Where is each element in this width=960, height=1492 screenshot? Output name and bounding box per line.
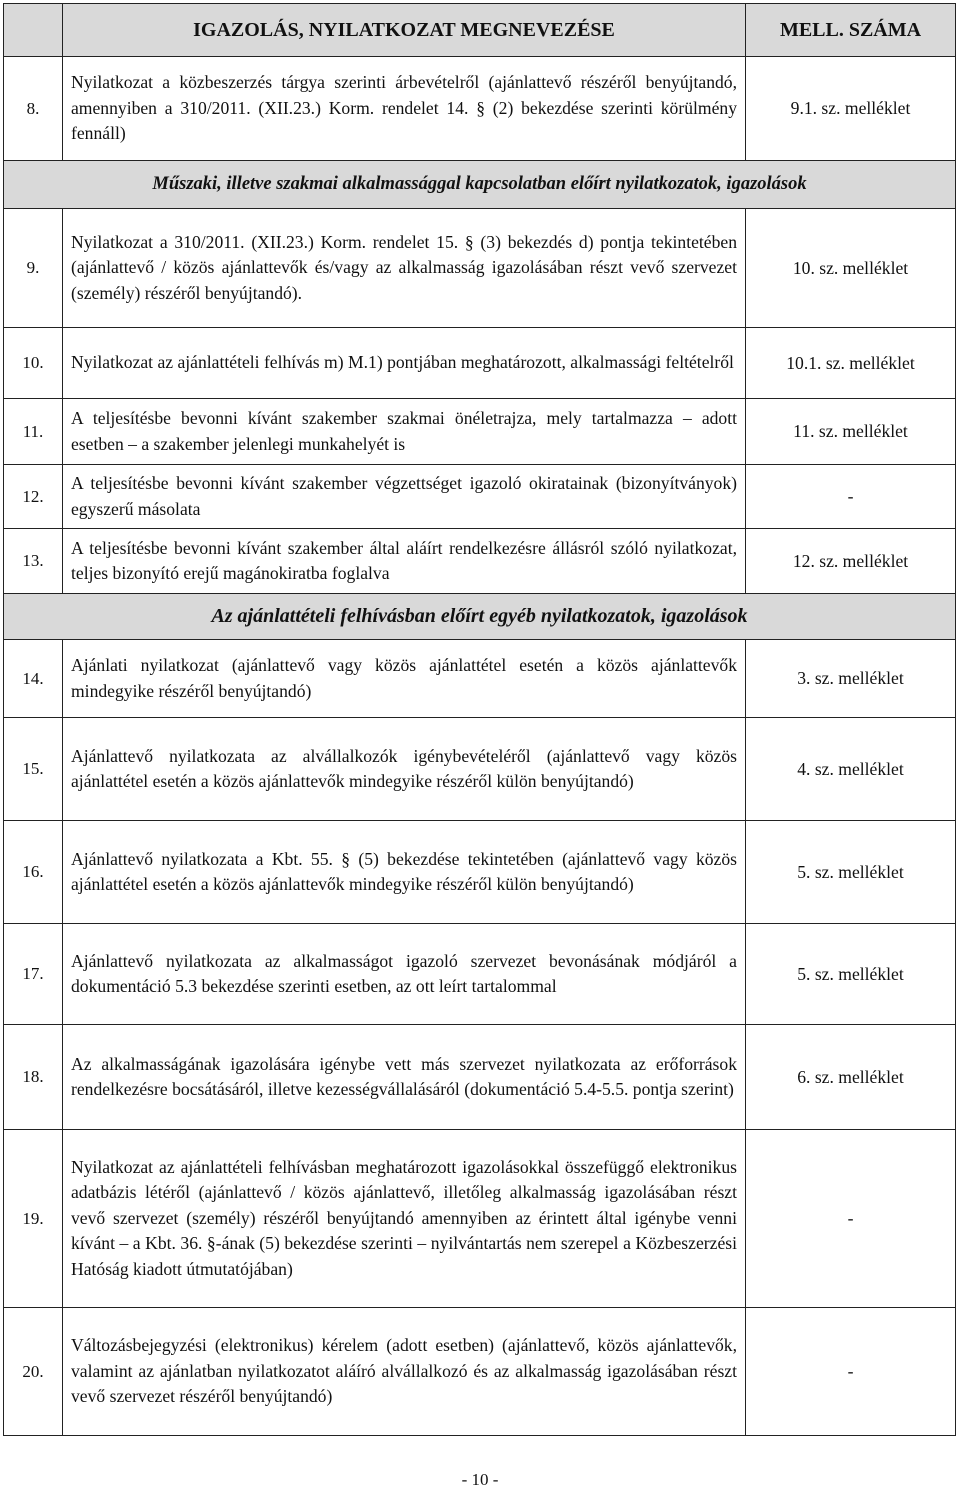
table-row: [4, 209, 956, 328]
table-row: [4, 1025, 956, 1130]
table-row: [4, 529, 956, 594]
row-reference: 5. sz. melléklet: [746, 924, 956, 1025]
row-reference: 6. sz. melléklet: [746, 1025, 956, 1130]
document-table: [3, 3, 956, 1436]
row-description: Ajánlattevő nyilatkozata az alkalmasságot igazoló szervezet bevonásának módjáról a dokumentáció 5.3 bekezdése szerinti esetben, az ott leírt tartalommal: [63, 924, 746, 1025]
row-number: 14.: [4, 640, 63, 718]
row-number: 8.: [4, 57, 63, 161]
row-reference: 10.1. sz. melléklet: [746, 328, 956, 399]
row-description: A teljesítésbe bevonni kívánt szakember által aláírt rendelkezésre állásról szóló nyilatkozat, teljes bizonyító erejű magánokiratba foglalva: [63, 529, 746, 594]
row-description: Az alkalmasságának igazolására igénybe vett más szervezet nyilatkozata az erőforrások rendelkezésre bocsátásáról, illetve kezességvállalásáról (dokumentáció 5.4-5.5. pontja szerint): [63, 1025, 746, 1130]
row-description: Ajánlati nyilatkozat (ajánlattevő vagy közös ajánlattétel esetén a közös ajánlattevők mindegyike részéről benyújtandó): [63, 640, 746, 718]
row-number: 18.: [4, 1025, 63, 1130]
table-row: [4, 640, 956, 718]
row-reference: -: [746, 1308, 956, 1436]
row-reference: 5. sz. melléklet: [746, 821, 956, 924]
row-description: Ajánlattevő nyilatkozata a Kbt. 55. § (5) bekezdése tekintetében (ajánlattevő vagy közös ajánlattétel esetén a közös ajánlattevők mindegyike részéről külön benyújtandó): [63, 821, 746, 924]
table-row: [4, 465, 956, 529]
section-heading-row: [4, 594, 956, 640]
row-reference: 3. sz. melléklet: [746, 640, 956, 718]
row-reference: 10. sz. melléklet: [746, 209, 956, 328]
row-description: Nyilatkozat a közbeszerzés tárgya szerinti árbevételről (ajánlattevő részéről benyújtandó, amennyiben a 310/2011. (XII.23.) Korm. rendelet 14. § (2) bekezdése szerinti körülmény fennáll): [63, 57, 746, 161]
table-row: [4, 328, 956, 399]
table-row: [4, 1130, 956, 1308]
row-description: Változásbejegyzési (elektronikus) kérelem (adott esetben) (ajánlattevő, közös ajánlattevők, valamint az ajánlatban nyilatkozatot aláíró alvállalkozó és az alkalmasság igazolásában részt vevő szervezet részéről benyújtandó): [63, 1308, 746, 1436]
row-number: 16.: [4, 821, 63, 924]
table-row: [4, 718, 956, 821]
row-description: Nyilatkozat a 310/2011. (XII.23.) Korm. rendelet 15. § (3) bekezdés d) pontja tekintetében (ajánlattevő / közös ajánlattevők és/vagy az alkalmasság igazolásában részt vevő szervezet (személy) részéről benyújtandó).: [63, 209, 746, 328]
header-title: IGAZOLÁS, NYILATKOZAT MEGNEVEZÉSE: [63, 4, 746, 57]
row-number: 10.: [4, 328, 63, 399]
section-heading-row: [4, 161, 956, 209]
header-ref: MELL. SZÁMA: [746, 4, 956, 57]
row-description: A teljesítésbe bevonni kívánt szakember szakmai önéletrajza, mely tartalmazza – adott esetben – a szakember jelenlegi munkahelyét is: [63, 399, 746, 465]
table-row: [4, 57, 956, 161]
row-reference: 11. sz. melléklet: [746, 399, 956, 465]
row-description: Nyilatkozat az ajánlattételi felhívás m) M.1) pontjában meghatározott, alkalmassági feltételről: [63, 328, 746, 399]
row-reference: 9.1. sz. melléklet: [746, 57, 956, 161]
table-row: [4, 924, 956, 1025]
row-number: 17.: [4, 924, 63, 1025]
row-description: Ajánlattevő nyilatkozata az alvállalkozók igénybevételéről (ajánlattevő vagy közös ajánlattétel esetén a közös ajánlattevők mindegyike részéről külön benyújtandó): [63, 718, 746, 821]
row-reference: -: [746, 1130, 956, 1308]
row-number: 20.: [4, 1308, 63, 1436]
row-number: 11.: [4, 399, 63, 465]
row-number: 9.: [4, 209, 63, 328]
row-description: Nyilatkozat az ajánlattételi felhívásban meghatározott igazolásokkal összefüggő elektronikus adatbázis létéről (ajánlattevő / közös ajánlattevő, illetőleg alkalmasság igazolásában részt vevő szervezet (személy) részéről benyújtandó amennyiben az érintett által igénybe venni kívánt – a Kbt. 36. §-ának (5) bekezdése szerinti – nyilvántartás nem szerepel a Közbeszerzési Hatóság kiadott útmutatójában): [63, 1130, 746, 1308]
header-empty-cell: [4, 4, 63, 57]
table-row: [4, 1308, 956, 1436]
row-number: 15.: [4, 718, 63, 821]
row-number: 13.: [4, 529, 63, 594]
table-row: [4, 399, 956, 465]
row-number: 12.: [4, 465, 63, 529]
page-number: - 10 -: [461, 1470, 499, 1489]
table-header-row: [4, 4, 956, 57]
row-reference: 4. sz. melléklet: [746, 718, 956, 821]
table-row: [4, 821, 956, 924]
row-reference: -: [746, 465, 956, 529]
section-heading: Az ajánlattételi felhívásban előírt egyéb nyilatkozatok, igazolások: [4, 594, 956, 640]
row-number: 19.: [4, 1130, 63, 1308]
section-heading: Műszaki, illetve szakmai alkalmassággal kapcsolatban előírt nyilatkozatok, igazolások: [4, 161, 956, 209]
row-description: A teljesítésbe bevonni kívánt szakember végzettséget igazoló okiratainak (bizonyítványok) egyszerű másolata: [63, 465, 746, 529]
row-reference: 12. sz. melléklet: [746, 529, 956, 594]
